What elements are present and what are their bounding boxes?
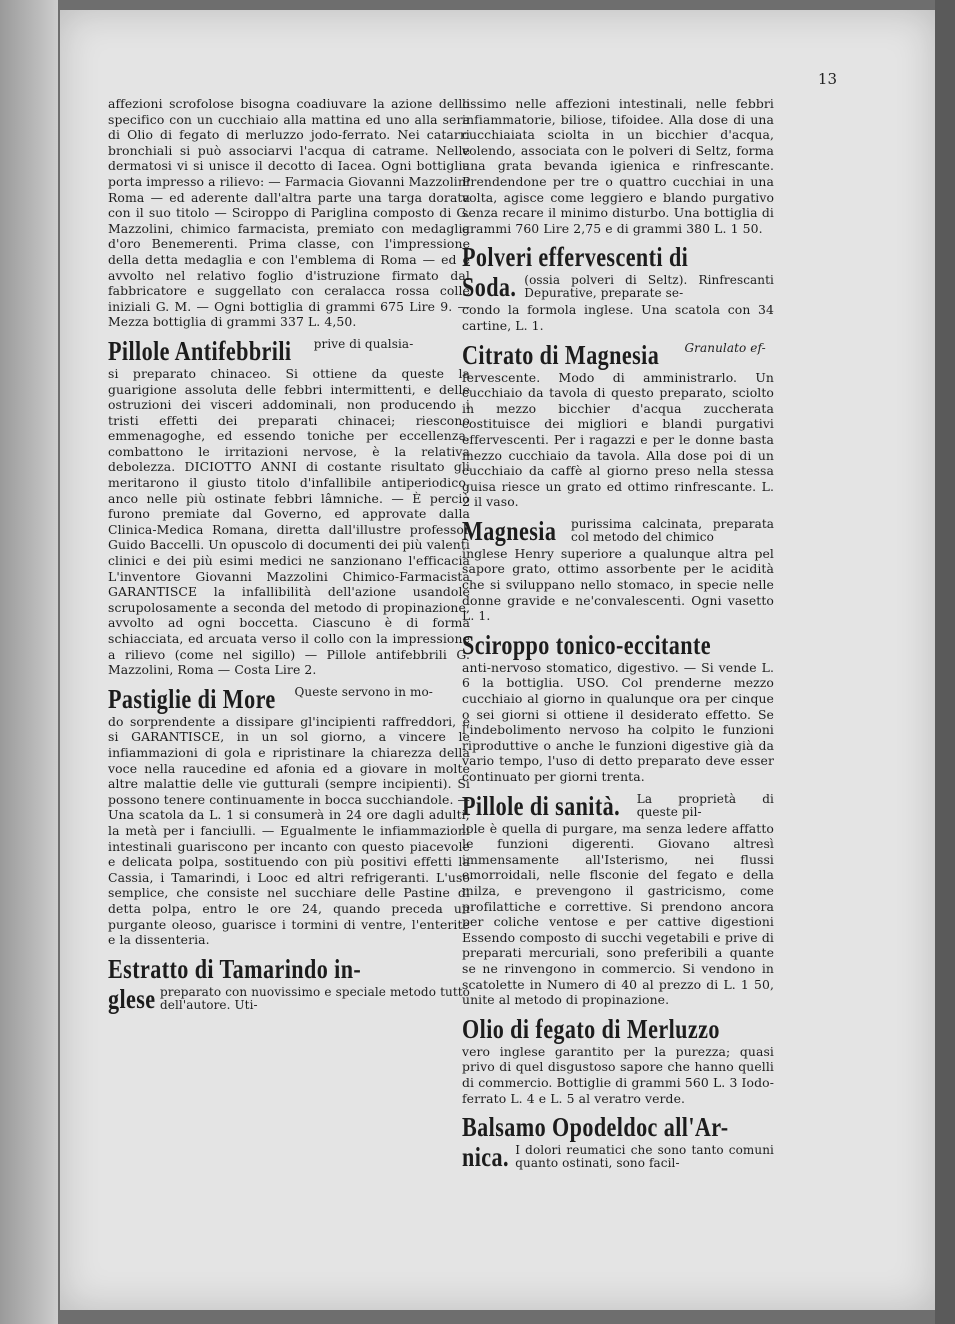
sanita-side-text: La proprietà di queste pil-	[636, 791, 774, 819]
document-page	[60, 10, 935, 1310]
citrato-paragraph: fervescente. Modo di amministrarlo. Un cucchiaio da tavola di questo preparato, sciolto in mezzo bicchier d'acqua zuccherata costituisce dei migliori e blandi purgativi effervescenti. Per i ragazzi e per le donne basta mezzo cucchiaio da tavola. Alla dose poi di un cucchiaio da caffè al giorno preso nella stessa guisa riesce un grato ed ottimo rinfrescante. L. 2 il vaso.	[462, 369, 774, 510]
pillole-side-text: prive di qualsia-	[313, 336, 414, 351]
citrato-section	[462, 340, 774, 510]
citrato-title: Citrato di Magnesia	[462, 339, 660, 370]
polveri-side-text: (ossia polveri di Seltz). Rinfrescanti Depurative, preparate se-	[524, 273, 774, 301]
estratto-title-cont: glese	[108, 983, 156, 1014]
polveri-title: Polveri effervescenti di	[462, 242, 689, 273]
pillole-paragraph: si preparato chinaceo. Si ottiene da queste la guarigione assoluta delle febbri intermittenti, e delle ostruzioni dei visceri addominali, non producendo i tristi effetti dei preparati chinacei; riescono emmenagoghe, ed essendo toniche per eccellenza, combattono le irritazioni nervose, è la relativa debolezza. DICIOTTO ANNI di costante risultato gli meritarono il giusto titolo d'infallibile antiperiodico, anco nelle più ostinate febbri lâmniche. — È perciò furono premiate dal Governo, ed approvate dalla Clinica-Medica Romana, diretta dall'illustre professor Guido Baccelli. Un opuscolo di documenti dei più valenti clinici e dei più esimi medici ne sanzionano l'efficacia L'inventore Giovanni Mazzolini Chimico-Farmacista GARANTISCE la infallibilità dell'azione usandole scrupolosamente a seconda del metodo di propinazione, avvolto ad ogni boccetta. Ciascuno è di forma schiacciata, ed arcuata verso il collo con la impressione a rilievo (come nel sigillo) — Pillole antifebbrili G. Mazzolini, Roma — Costa Lire 2.	[108, 365, 470, 678]
pastiglie-side-text: Queste servono in mo-	[294, 684, 433, 699]
sciroppo-section	[462, 630, 774, 785]
balsamo-side-text: I dolori reumatici che sono tanto comuni quanto ostinati, sono facil-	[515, 1143, 774, 1171]
balsamo-title-cont: nica.	[462, 1142, 509, 1173]
sciroppo-paragraph: anti-nervoso stomatico, digestivo. — Si vende L. 6 la bottiglia. USO. Col prenderne mezzo cucchiaio al giorno in qualunque ora per cinque o sei giorni si ottiene il desiderato effetto. Se l'indebolimento nervoso ha colpito le funzioni riproduttive o anche le funzioni digestive già da vario tempo, l'uso di detto preparato deve esser continuato per giorni trenta.	[462, 659, 774, 784]
polveri-paragraph: condo la formola inglese. Una scatola con 34 cartine, L. 1.	[462, 302, 774, 333]
scan-right-margin	[935, 0, 955, 1324]
sanita-paragraph: lole è quella di purgare, ma senza ledere affatto le funzioni digerenti. Giovano altresì immensamente all'Isterismo, nei flussi emorroidali, nelle flsconie del fegato e della milza, e prevengono il gastricismo, come profilattiche e correttive. Si prendono ancora per coliche ventose e per cattive digestioni Essendo composto di succhi vegetabili e prive di preparati mercuriali, sono preferibili a quante se ne rinvengono in commercio. Si vendono in scatolette in Numero di 40 al prezzo di L. 1 50, unite al metodo di propinazione.	[462, 820, 774, 1008]
balsamo-section	[462, 1112, 774, 1172]
estratto-side-text: preparato con nuovissimo e speciale metodo tutto dell'autore. Uti-	[159, 984, 470, 1012]
sciroppo-title: Sciroppo tonico-eccitante	[462, 629, 712, 660]
intro-paragraph: affezioni scrofolose bisogna coadiuvare la azione dello specifico con un cucchiaio alla mattina ed uno alla sera di Olio di fegato di merluzzo jodo-ferrato. Nei catarri bronchiali si può associarvi l'acqua di catrame. Nelle dermatosi vi si unisce il decotto di Iacea. Ogni bottiglia porta impresso a rilievo: — Farmacia Giovanni Mazzolini Roma — ed aderente dall'altra parte una targa dorata con il suo titolo — Sciroppo di Pariglina composto di G. Mazzolini, chimico farmacista, premiato con medaglia d'oro Benemerenti. Prima classe, con l'impressione della detta medaglia e con l'emblema di Roma — ed è avvolto nel relativo foglio d'istruzione firmato dal fabbricatore e suggellato con ceralacca rossa colle iniziali G. M. — Ogni bottiglia di grammi 675 Lire 9. — Mezza bottiglia di grammi 337 L. 4,50.	[108, 96, 470, 330]
polveri-title-cont: Soda.	[462, 272, 517, 303]
pastiglie-section	[108, 684, 470, 948]
estratto-title: Estratto di Tamarindo in-	[108, 953, 362, 984]
estratto-section	[108, 954, 470, 1014]
olio-section	[462, 1014, 774, 1106]
magnesia-title: Magnesia	[462, 515, 557, 546]
olio-paragraph: vero inglese garantito per la purezza; quasi privo di quel disgustoso sapore che hanno quelli di commercio. Bottiglie di grammi 560 L. 3 Iodo-ferrato L. 4 e L. 5 al veratro verde.	[462, 1043, 774, 1106]
pillole-antifebbrili-section	[108, 336, 470, 678]
right-intro-paragraph: lissimo nelle affezioni intestinali, nelle febbri infiammatorie, biliose, tifoidee. Alla dose di una cucchiaiata sciolta in un bicchier d'acqua, volendo, associata con le polveri di Seltz, forma una grata bevanda igienica e rinfrescante. Prendendone per tre o quattro cucchiai in una volta, agisce come leggiero e blando purgativo senza recare il minimo disturbo. Una bottiglia di grammi 760 Lire 2,75 e di grammi 380 L. 1 50.	[462, 96, 774, 236]
sanita-title: Pillole di sanità.	[462, 790, 621, 821]
pastiglie-title: Pastiglie di More	[108, 683, 276, 714]
olio-title: Olio di fegato di Merluzzo	[462, 1013, 720, 1044]
left-column	[108, 96, 470, 1014]
citrato-side-text: Granulato ef-	[684, 340, 766, 355]
pillole-antifebbrili-title: Pillole Antifebbrili	[108, 335, 292, 366]
magnesia-side-text: purissima calcinata, preparata col metodo del chimico	[571, 516, 774, 544]
magnesia-paragraph: inglese Henry superiore a qualunque altra pel sapore grato, ottimo assorbente per le acidità che si sviluppano nello stomaco, in specie nelle donne gravide e ne'convalescenti. Ogni vasetto L. 1.	[462, 545, 774, 624]
magnesia-section	[462, 516, 774, 624]
balsamo-title: Balsamo Opodeldoc all'Ar-	[462, 1112, 729, 1143]
page-number: 13	[817, 70, 837, 88]
right-column	[462, 96, 774, 1172]
sanita-section	[462, 791, 774, 1008]
polveri-section	[462, 242, 774, 333]
pastiglie-paragraph: do sorprendente a dissipare gl'incipienti raffreddori, e si GARANTISCE, in un sol giorno, a vincere le infiammazioni di gola e ripristinare la chiarezza della voce nella raucedine ed afonia ed a giovare in molte altre malattie delle vie gutturali (sempre incipienti). Si possono tenere continuamente in bocca succhiandole. — Una scatola da L. 1 si consumerà in 24 ore dagli adulti; la metà per i fanciulli. — Egualmente le infiammazioni intestinali guariscono per incanto con questo piacevole e delicata polpa, sostituendo con più positivi effetti la Cassia, i Tamarindi, i Looc ed altri refrigeranti. L'uso semplice, che consiste nel succhiare delle Pastine di detta polpa, entro le ore 24, quando preceda un purgante oleoso, guarisce i tormini di ventre, l'enterite e la dissenteria.	[108, 713, 471, 948]
scan-left-margin	[0, 0, 58, 1324]
